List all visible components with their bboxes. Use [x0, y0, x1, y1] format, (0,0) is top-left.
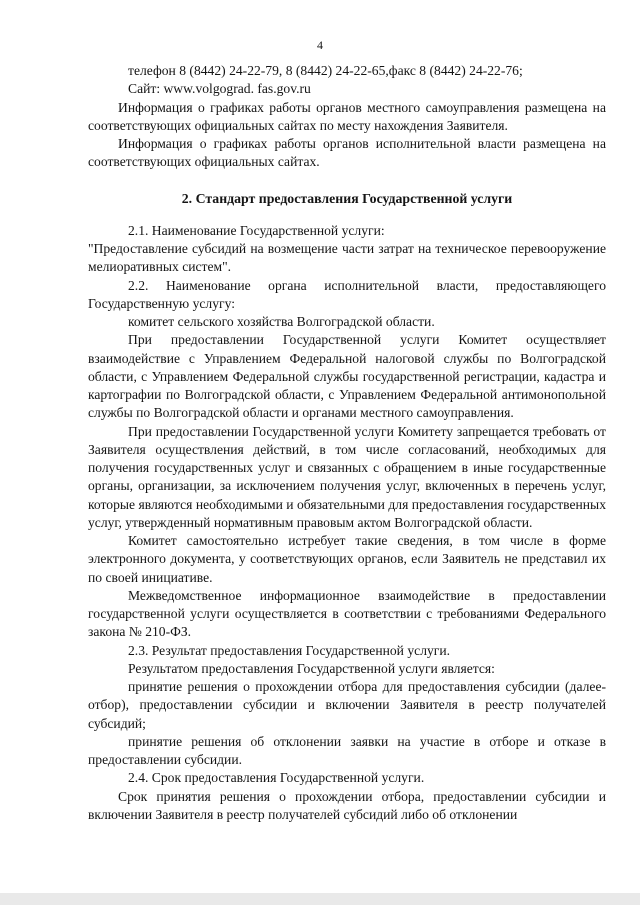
paragraph-2-4: 2.4. Срок предоставления Государственной услуги. — [128, 770, 425, 786]
paragraph-result-intro: Результатом предоставления Государственной услуги является: — [128, 660, 495, 676]
paragraph-2-1: 2.1. Наименование Государственной услуги: — [128, 222, 385, 238]
contact-site-line: Сайт: www.volgograd. fas.gov.ru — [128, 81, 311, 97]
paragraph-executive-schedules: Информация о графиках работы органов исполнительной власти размещена на соответствующих официальных сайтах. — [88, 136, 606, 170]
document-body — [88, 62, 606, 824]
section-heading: 2. Стандарт предоставления Государственной услуги — [181, 190, 513, 206]
paragraph-service-name: "Предоставление субсидий на возмещение части затрат на техническое перевооружение мелиоративных систем". — [88, 241, 606, 275]
paragraph-prohibition: При предоставлении Государственной услуги Комитету запрещается требовать от Заявителя осуществления действий, в том числе согласований, необходимых для получения государственных услуг и связанных с обращением в иные государственные органы, организации, за исключением получения услуг, включенных в перечень услуг, которые являются необходимыми и обязательными для предоставления государственных услуг, утвержденный нормативным правовым актом Волгоградской области. — [88, 423, 606, 530]
paragraph-self-request: Комитет самостоятельно истребует такие сведения, в том числе в форме электронного документа, у соответствующих органов, если Заявитель не представил их по своей инициативе. — [88, 533, 606, 585]
contact-phone-line: телефон 8 (8442) 24-22-79, 8 (8442) 24-22-65,факс 8 (8442) 24-22-76; — [128, 63, 523, 78]
paragraph-result-approve: принятие решения о прохождении отбора для предоставления субсидии (далее-отбор), предоставлении субсидии и включении Заявителя в реестр получателей субсидий; — [88, 679, 606, 731]
paragraph-interaction: При предоставлении Государственной услуги Комитет осуществляет взаимодействие с Управлением Федеральной налоговой службы по Волгоградской области, с Управлением Федеральной службы государственной регистрации, кадастра и картографии по Волгоградской области, с Управлением Федеральной антимонопольной службы по Волгоградской области и органами местного самоуправления. — [88, 332, 606, 421]
page-number: 4 — [317, 38, 323, 52]
scan-bottom-edge — [0, 893, 640, 905]
paragraph-term: Срок принятия решения о прохождении отбора, предоставлении субсидии и включении Заявителя в реестр получателей субсидий либо об отклонении — [88, 788, 606, 822]
paragraph-2-2: 2.2. Наименование органа исполнительной власти, предоставляющего Государственную услугу: — [88, 277, 606, 311]
paragraph-result-reject: принятие решения об отклонении заявки на участие в отборе и отказе в предоставлении субсидии. — [88, 733, 606, 767]
paragraph-2-3: 2.3. Результат предоставления Государственной услуги. — [128, 642, 451, 658]
paragraph-interagency: Межведомственное информационное взаимодействие в предоставлении государственной услуги осуществляется в соответствии с требованиями Федерального закона № 210-ФЗ. — [88, 587, 606, 640]
paragraph-local-schedules: Информация о графиках работы органов местного самоуправления размещена на соответствующих официальных сайтах по месту нахождения Заявителя. — [88, 99, 606, 133]
paragraph-committee-name: комитет сельского хозяйства Волгоградской области. — [128, 314, 435, 329]
